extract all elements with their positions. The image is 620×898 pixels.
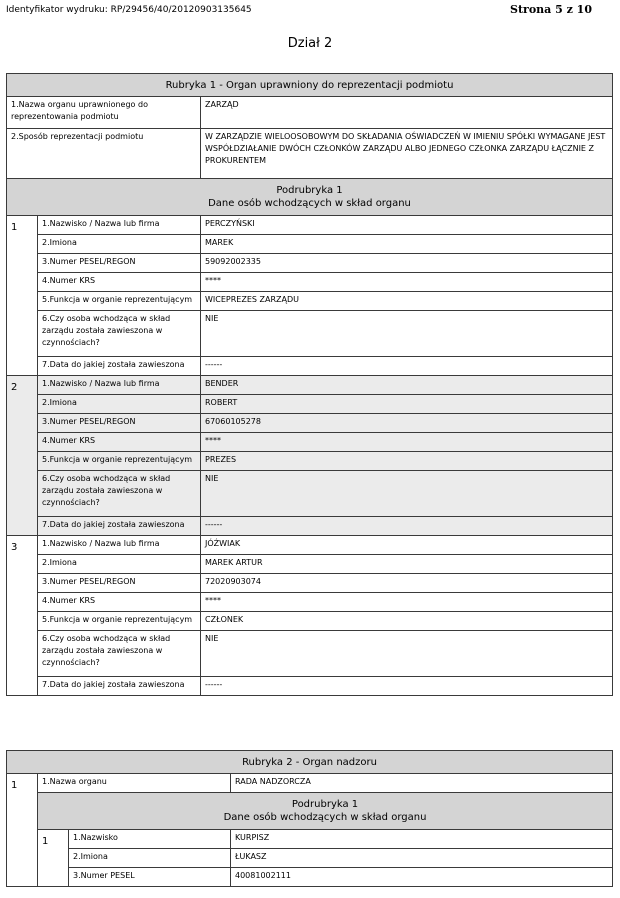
podrubryka-1-header xyxy=(7,179,613,216)
podrubryka-title: Podrubryka 1 xyxy=(276,185,343,196)
person-field-value: 67060105278 xyxy=(201,414,613,433)
podrubryka-subtitle: Dane osób wchodzących w skład organu xyxy=(208,198,411,209)
person-field-label: 3.Numer PESEL/REGON xyxy=(38,574,201,593)
section-title: Dział 2 xyxy=(287,36,333,51)
person-field-value: ------ xyxy=(201,517,613,536)
page-number: Strona 5 z 10 xyxy=(510,3,592,16)
person-number: 3 xyxy=(7,536,38,696)
person-field-value: NIE xyxy=(201,471,613,517)
rubryka-2-title: Rubryka 2 - Organ nadzoru xyxy=(7,751,613,774)
field-value: ZARZĄD xyxy=(201,97,613,129)
field-value: W ZARZĄDZIE WIELOOSOBOWYM DO SKŁADANIA OŚWIADCZEŃ W IMIENIU SPÓŁKI WYMAGANE JEST WSPÓŁDZIAŁANIE DWÓCH CZŁONKÓW ZARZĄDU ALBO JEDNEGO CZŁONKA ZARZĄDU ŁĄCZNIE Z PROKURENTEM xyxy=(201,129,613,179)
person-field-value: BENDER xyxy=(201,376,613,395)
person-field-value: ------ xyxy=(201,677,613,696)
person-field-label: 6.Czy osoba wchodząca w skład zarządu została zawieszona w czynnościach? xyxy=(38,471,201,517)
person-field-value: **** xyxy=(201,433,613,452)
person-field-label: 5.Funkcja w organie reprezentującym xyxy=(38,612,201,631)
person-field-label: 4.Numer KRS xyxy=(38,273,201,292)
rubryka-1-title: Rubryka 1 - Organ uprawniony do reprezentacji podmiotu xyxy=(7,74,613,97)
field-label: 1.Nazwa organu uprawnionego do reprezentowania podmiotu xyxy=(7,97,201,129)
person-field-label: 7.Data do jakiej została zawieszona xyxy=(38,517,201,536)
person-field-value: **** xyxy=(201,273,613,292)
person-field-label: 1.Nazwisko / Nazwa lub firma xyxy=(38,376,201,395)
person-field-label: 2.Imiona xyxy=(38,555,201,574)
person-field-value: 40081002111 xyxy=(231,868,613,887)
person-field-value: CZŁONEK xyxy=(201,612,613,631)
person-field-label: 3.Numer PESEL/REGON xyxy=(38,254,201,273)
podrubryka-subtitle: Dane osób wchodzących w skład organu xyxy=(223,812,427,823)
person-field-label: 2.Imiona xyxy=(38,395,201,414)
person-field-label: 3.Numer PESEL/REGON xyxy=(38,414,201,433)
person-field-value: ROBERT xyxy=(201,395,613,414)
person-number: 2 xyxy=(7,376,38,536)
person-field-label: 1.Nazwisko / Nazwa lub firma xyxy=(38,536,201,555)
person-field-label: 2.Imiona xyxy=(69,849,231,868)
person-field-value: PREZES xyxy=(201,452,613,471)
field-label: 2.Sposób reprezentacji podmiotu xyxy=(7,129,201,179)
person-field-value: MAREK xyxy=(201,235,613,254)
person-field-label: 7.Data do jakiej została zawieszona xyxy=(38,357,201,376)
organ-value: RADA NADZORCZA xyxy=(231,774,613,793)
person-field-label: 7.Data do jakiej została zawieszona xyxy=(38,677,201,696)
person-field-label: 1.Nazwisko / Nazwa lub firma xyxy=(38,216,201,235)
person-field-value: ------ xyxy=(201,357,613,376)
person-field-value: PERCZYŃSKI xyxy=(201,216,613,235)
person-field-value: 59092002335 xyxy=(201,254,613,273)
organ-label: 1.Nazwa organu xyxy=(38,774,231,793)
person-field-label: 4.Numer KRS xyxy=(38,433,201,452)
person-field-label: 4.Numer KRS xyxy=(38,593,201,612)
person-field-value: KURPISZ xyxy=(231,830,613,849)
person-number: 1 xyxy=(7,216,38,376)
person-field-label: 6.Czy osoba wchodząca w skład zarządu została zawieszona w czynnościach? xyxy=(38,631,201,677)
organ-number: 1 xyxy=(7,774,38,887)
person-field-label: 5.Funkcja w organie reprezentującym xyxy=(38,292,201,311)
print-identifier: Identyfikator wydruku: RP/29456/40/20120903135645 xyxy=(6,5,252,15)
person-field-label: 1.Nazwisko xyxy=(69,830,231,849)
person-field-value: NIE xyxy=(201,631,613,677)
person-number: 1 xyxy=(38,830,69,887)
person-field-label: 6.Czy osoba wchodząca w skład zarządu została zawieszona w czynnościach? xyxy=(38,311,201,357)
person-field-value: JÓŹWIAK xyxy=(201,536,613,555)
person-field-value: MAREK ARTUR xyxy=(201,555,613,574)
person-field-value: ŁUKASZ xyxy=(231,849,613,868)
person-field-label: 3.Numer PESEL xyxy=(69,868,231,887)
person-field-value: WICEPREZES ZARZĄDU xyxy=(201,292,613,311)
person-field-label: 5.Funkcja w organie reprezentującym xyxy=(38,452,201,471)
rubryka-2-table xyxy=(6,750,613,887)
rubryka-1-table xyxy=(6,73,613,696)
person-field-value: **** xyxy=(201,593,613,612)
person-field-label: 2.Imiona xyxy=(38,235,201,254)
person-field-value: NIE xyxy=(201,311,613,357)
person-field-value: 72020903074 xyxy=(201,574,613,593)
podrubryka-title: Podrubryka 1 xyxy=(291,799,359,810)
podrubryka-2-header xyxy=(38,793,613,830)
